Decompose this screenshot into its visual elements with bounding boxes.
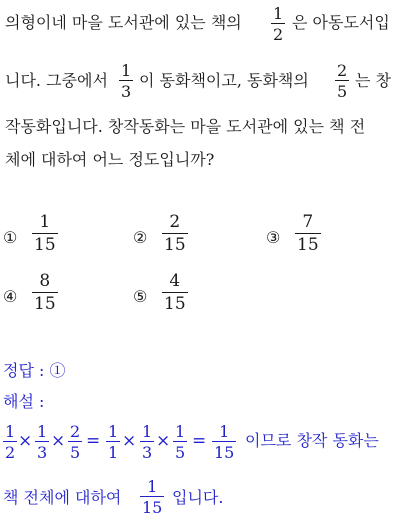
problem-text-line2a: 니다. 그중에서 — [5, 71, 108, 90]
eq-op-4: × — [122, 431, 137, 451]
problem-text-line3: 작동화입니다. 창작동화는 마을 도서관에 있는 책 전 — [5, 117, 366, 136]
problem-text-line2b: 이 동화책이고, 동화책의 — [139, 71, 309, 90]
fraction-two-fifths: 2 5 — [337, 61, 348, 101]
option-5-marker: ⑤ — [133, 287, 148, 306]
problem-text-line1b: 은 아동도서입 — [292, 13, 390, 32]
fraction-one-half: 1 2 — [273, 4, 284, 44]
option-2-marker: ② — [133, 228, 148, 247]
eq-op-1: × — [18, 431, 33, 451]
answer-label: 정답 : ① — [3, 361, 66, 380]
problem-text-line2c: 는 창 — [355, 71, 391, 90]
final-fraction: 1 15 — [142, 477, 163, 517]
eq-op-3: = — [86, 431, 101, 451]
eq-fraction-1: 1 2 — [5, 422, 16, 462]
fraction-one-third: 1 3 — [121, 61, 132, 101]
option-1-fraction: 1 15 — [34, 212, 56, 255]
eq-op-2: × — [51, 431, 66, 451]
option-4-marker: ④ — [3, 287, 18, 306]
problem-text-line1a: 의형이네 마을 도서관에 있는 책의 — [5, 13, 242, 32]
eq-fraction-3: 2 5 — [70, 422, 81, 462]
eq-tail-text: 이므로 창작 동화는 — [245, 431, 379, 450]
problem-text-line4: 체에 대하여 어느 정도입니까? — [5, 150, 215, 169]
option-3-fraction: 7 15 — [297, 212, 319, 255]
option-3-marker: ③ — [266, 228, 281, 247]
option-5-fraction: 4 15 — [164, 271, 186, 314]
explanation-label: 해설 : — [3, 392, 45, 411]
option-2-fraction: 2 15 — [164, 212, 186, 255]
final-text-a: 책 전체에 대하여 — [3, 488, 122, 507]
eq-fraction-7: 1 15 — [214, 422, 235, 462]
eq-fraction-2: 1 3 — [37, 422, 48, 462]
final-text-b: 입니다. — [172, 488, 224, 507]
eq-fraction-4: 1 1 — [108, 422, 119, 462]
eq-op-5: × — [156, 431, 171, 451]
option-1-marker: ① — [3, 228, 18, 247]
eq-fraction-5: 1 3 — [142, 422, 153, 462]
eq-fraction-6: 1 5 — [175, 422, 186, 462]
eq-op-6: = — [192, 431, 207, 451]
option-4-fraction: 8 15 — [34, 271, 56, 314]
